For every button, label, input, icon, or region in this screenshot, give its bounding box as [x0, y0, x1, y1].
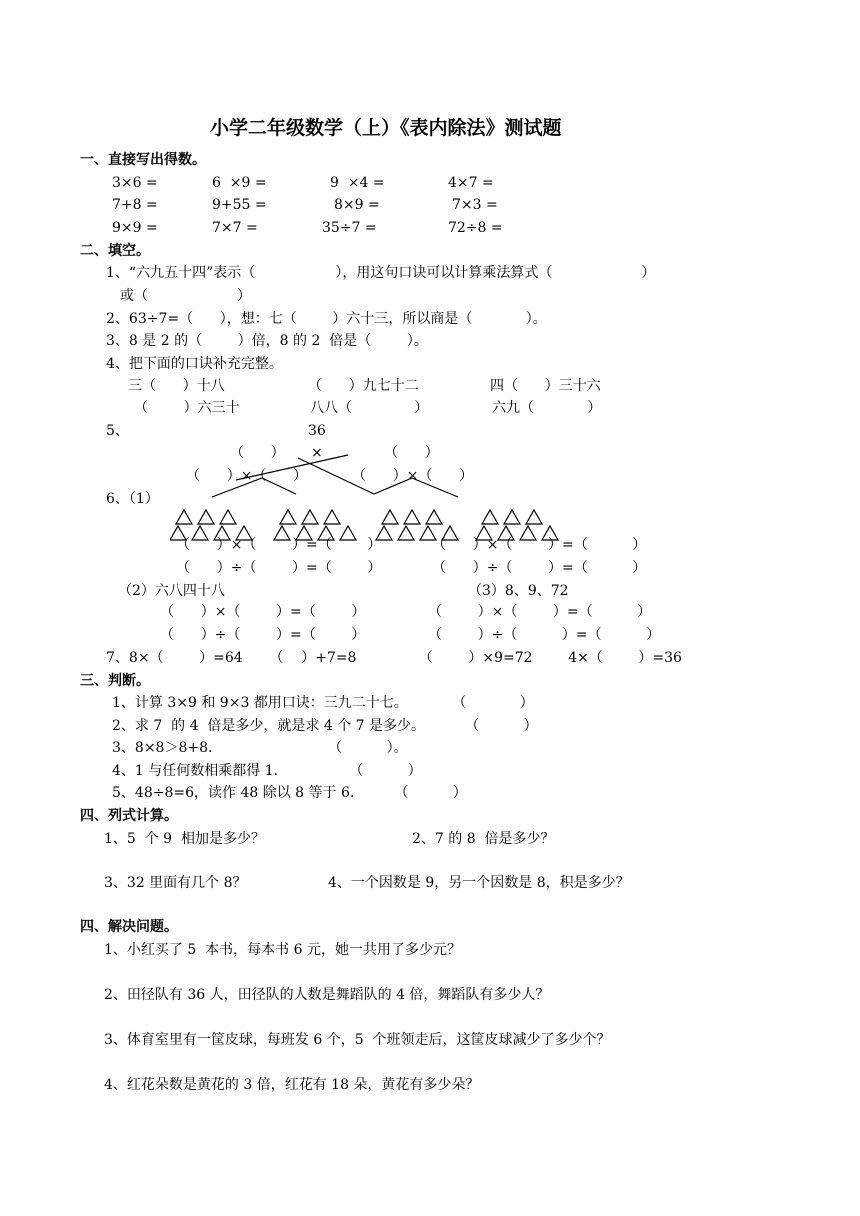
calc-item: 7×7 =	[212, 220, 258, 236]
equation-blank-row: （ ）÷（ ）=（ ）	[432, 560, 647, 576]
fill-question-2: 2、63÷7=（ ），想：七（ ）六十三，所以商是（ ）。	[106, 311, 547, 327]
fill-question-7: 7、8×（ ）=64 （ ）+7=8 （ ）×9=72 4×（ ）=36	[106, 650, 682, 666]
calc-item: 6 ×9 =	[212, 175, 267, 191]
formula-question: 1、5 个 9 相加是多少？	[104, 831, 265, 847]
equation-blank-row: （ ）÷（ ）=（ ）	[428, 627, 661, 643]
rhyme-blank: 三（ ）十八	[128, 378, 225, 394]
fill-question-6-3: （3）8、9、72	[468, 583, 569, 599]
rhyme-blank: （ ）九七十二	[308, 378, 419, 394]
tree-mid-left: （ ）	[230, 445, 285, 461]
calc-item: 9 ×4 =	[330, 175, 385, 191]
equation-blank-row: （ ）×（ ）=（ ）	[160, 604, 366, 620]
tree-root: 36	[308, 423, 326, 439]
section-heading-5: 四、解决问题。	[80, 919, 178, 935]
rhyme-blank: （ ）六三十	[134, 400, 240, 416]
word-problem: 4、红花朵数是黄花的 3 倍，红花有 18 朵，黄花有多少朵？	[104, 1077, 480, 1093]
tree-mid-right: （ ）	[384, 445, 439, 461]
judge-item: 5、48÷8=6，读作 48 除以 8 等于 6. （ ）	[112, 785, 467, 801]
calc-item: 9×9 =	[112, 220, 158, 236]
tree-bottom-right: （ ）×（ ）	[352, 468, 474, 484]
equation-blank-row: （ ）×（ ）=（ ）	[428, 604, 652, 620]
word-problem: 3、体育室里有一筐皮球，每班发 6 个，5 个班领走后，这筐皮球减少了多少个？	[104, 1032, 611, 1048]
rhyme-blank: 四（ ）三十六	[490, 378, 601, 394]
calc-item: 4×7 =	[448, 175, 494, 191]
equation-blank-row: （ ）÷（ ）=（ ）	[160, 627, 366, 643]
word-problem: 2、田径队有 36 人，田径队的人数是舞蹈队的 4 倍，舞蹈队有多少人？	[104, 987, 550, 1003]
fill-question-1: 1、“六九五十四”表示（ ），用这句口诀可以计算乘法算式（ ）	[106, 265, 656, 281]
rhyme-blank: 六九（ ）	[492, 400, 602, 416]
calc-item: 7×3 =	[452, 197, 498, 213]
fill-question-4: 4、把下面的口诀补充完整。	[106, 356, 283, 372]
calc-item: 9+55 =	[212, 197, 267, 213]
judge-item: 1、计算 3×9 和 9×3 都用口诀：三九二十七。 （ ）	[112, 695, 534, 711]
section-heading-3: 三、判断。	[80, 673, 150, 689]
fill-question-1-cont: 或（ ）	[120, 288, 252, 304]
equation-blank-row: （ ）÷（ ）=（ ）	[176, 560, 382, 576]
calc-item: 3×6 =	[112, 175, 158, 191]
equation-blank-row: （ ）×（ ）=（ ）	[176, 537, 382, 553]
formula-question: 2、7 的 8 倍是多少？	[412, 831, 555, 847]
calc-item: 72÷8 =	[448, 220, 503, 236]
judge-item: 4、1 与任何数相乘都得 1. （ ）	[112, 763, 422, 779]
calc-item: 8×9 =	[334, 197, 380, 213]
word-problem: 1、小红买了 5 本书，每本书 6 元，她一共用了多少元？	[104, 942, 461, 958]
section-heading-1: 一、直接写出得数。	[80, 152, 206, 168]
section-heading-2: 二、填空。	[80, 243, 150, 259]
formula-question: 4、一个因数是 9，另一个因数是 8，积是多少？	[328, 875, 630, 891]
equation-blank-row: （ ）×（ ）=（ ）	[432, 537, 647, 553]
judge-item: 2、求 7 的 4 倍是多少，就是求 4 个 7 是多少。 （ ）	[112, 718, 538, 734]
fill-question-5: 5、	[106, 423, 129, 439]
tree-mid-op: ×	[311, 445, 323, 461]
fill-question-3: 3、8 是 2 的（ ）倍，8 的 2 倍是（ ）。	[106, 333, 428, 349]
judge-item: 3、8×8＞8+8. （ ）。	[112, 740, 408, 756]
calc-item: 35÷7 =	[322, 220, 377, 236]
formula-question: 3、32 里面有几个 8？	[104, 875, 247, 891]
fill-question-6-2: （2）六八四十八	[118, 583, 225, 599]
section-heading-4: 四、列式计算。	[80, 808, 178, 824]
page-title: 小学二年级数学（上）《表内除法》测试题	[210, 117, 562, 139]
rhyme-blank: 八八（ ）	[310, 400, 429, 416]
tree-bottom-left: （ ）×（ ）	[186, 468, 308, 484]
fill-question-6: 6、（1）	[106, 491, 159, 507]
calc-item: 7+8 =	[112, 197, 158, 213]
